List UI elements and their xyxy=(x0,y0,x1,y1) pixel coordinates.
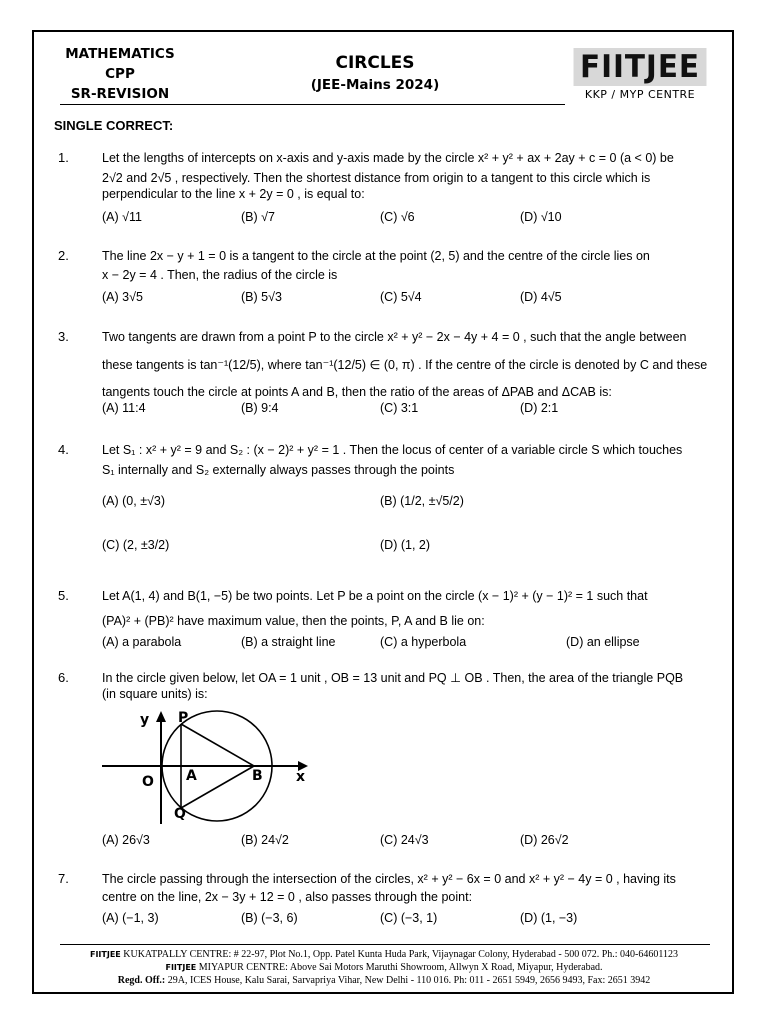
question-number: 2. xyxy=(58,248,69,263)
fiitjee-logo: FIITJEE xyxy=(574,48,707,86)
segment-pb xyxy=(181,724,254,766)
option-b[interactable]: (B) 9:4 xyxy=(241,401,279,415)
option-d[interactable]: (D) (1, −3) xyxy=(520,911,578,925)
option-a[interactable]: (A) (0, ±√3) xyxy=(102,494,166,508)
label-p: P xyxy=(178,710,189,726)
option-d[interactable]: (D) √10 xyxy=(520,210,562,224)
option-a[interactable]: (A) √11 xyxy=(102,210,142,224)
option-c[interactable]: (C) 5√4 xyxy=(380,290,422,304)
option-a[interactable]: (A) (−1, 3) xyxy=(102,911,159,925)
question-line: In the circle given below, let OA = 1 unit , OB = 13 unit and PQ ⊥ OB . Then, the area of the triangle PQB xyxy=(102,671,684,685)
label-y: y xyxy=(140,712,150,728)
question-text xyxy=(102,442,724,478)
question-number: 5. xyxy=(58,588,69,603)
footer-label: Regd. Off.: xyxy=(117,975,166,986)
question-text xyxy=(102,871,724,905)
option-b[interactable]: (B) (1/2, ±√5/2) xyxy=(380,494,464,508)
option-b[interactable]: (B) 24√2 xyxy=(241,833,289,847)
centre-label: KKP / MYP CENTRE xyxy=(584,88,696,101)
option-c[interactable]: (C) 24√3 xyxy=(380,833,429,847)
option-c[interactable]: (C) a hyperbola xyxy=(380,635,467,649)
header-left xyxy=(60,44,180,104)
option-a[interactable]: (A) 3√5 xyxy=(102,290,143,304)
footer-line-miyapur xyxy=(40,961,728,974)
question-text xyxy=(102,588,724,629)
question-line: (PA)² + (PB)² have maximum value, then the points, P, A and B lie on: xyxy=(102,614,485,628)
question-line: tangents touch the circle at points A and B, then the ratio of the areas of ΔPAB and ΔCAB is: xyxy=(102,385,612,399)
question-line: The line 2x − y + 1 = 0 is a tangent to the circle at the point (2, 5) and the centre of the circle lies on xyxy=(102,249,650,263)
option-b[interactable]: (B) (−3, 6) xyxy=(241,911,298,925)
section-heading: SINGLE CORRECT: xyxy=(54,118,174,133)
footer-logo: FIITJEE xyxy=(89,950,121,959)
question-line: Let A(1, 4) and B(1, −5) be two points. Let P be a point on the circle (x − 1)² + (y − 1)² = 1 such that xyxy=(102,589,648,603)
label-q: Q xyxy=(174,806,186,822)
subject-label: MATHEMATICS xyxy=(65,46,175,62)
footer-rule xyxy=(60,944,710,945)
option-d[interactable]: (D) an ellipse xyxy=(566,635,640,649)
label-o: O xyxy=(142,774,154,790)
page-subtitle: (JEE-Mains 2024) xyxy=(310,77,440,93)
question-line: 2√2 and 2√5 , respectively. Then the shortest distance from origin to a tangent to this circle which is xyxy=(102,171,651,185)
question-line: Let S₁ : x² + y² = 9 and S₂ : (x − 2)² + y² = 1 . Then the locus of center of a variable circle S which touches xyxy=(102,443,683,457)
question-number: 4. xyxy=(58,442,69,457)
question-text xyxy=(102,329,724,400)
footer-logo: FIITJEE xyxy=(165,963,197,972)
option-d[interactable]: (D) 26√2 xyxy=(520,833,569,847)
option-a[interactable]: (A) a parabola xyxy=(102,635,182,649)
footer-line-regd xyxy=(40,974,728,987)
question-line: The circle passing through the intersection of the circles, x² + y² − 6x = 0 and x² + y² − 4y = 0 , having its xyxy=(102,872,676,886)
question-text xyxy=(102,670,724,702)
question-line: these tangents is tan⁻¹(12/5), where tan⁻¹(12/5) ∈ (0, π) . If the centre of the circle is denoted by C and these xyxy=(102,358,708,372)
question-line: centre on the line, 2x − 3y + 12 = 0 , also passes through the point: xyxy=(102,890,473,904)
question-line: Two tangents are drawn from a point P to the circle x² + y² − 2x − 4y + 4 = 0 , such that the angle between xyxy=(102,330,687,344)
option-a[interactable]: (A) 26√3 xyxy=(102,833,150,847)
question-text xyxy=(102,150,724,202)
option-d[interactable]: (D) (1, 2) xyxy=(380,538,430,552)
question-line: perpendicular to the line x + 2y = 0 , is equal to: xyxy=(102,187,365,201)
y-axis-arrow xyxy=(156,711,166,722)
option-b[interactable]: (B) √7 xyxy=(241,210,275,224)
option-c[interactable]: (C) √6 xyxy=(380,210,415,224)
option-c[interactable]: (C) (−3, 1) xyxy=(380,911,438,925)
option-d[interactable]: (D) 2:1 xyxy=(520,401,559,415)
question-number: 1. xyxy=(58,150,69,165)
question-line: (in square units) is: xyxy=(102,687,208,701)
cpp-label: CPP xyxy=(105,66,135,82)
revision-label: SR-REVISION xyxy=(70,86,170,102)
footer-line-kukatpally xyxy=(40,948,728,961)
label-x: x xyxy=(296,769,306,785)
option-d[interactable]: (D) 4√5 xyxy=(520,290,562,304)
question-line: x − 2y = 4 . Then, the radius of the circle is xyxy=(102,268,338,282)
footer-text: MIYAPUR CENTRE: Above Sai Motors Maruthi Showroom, Allwyn X Road, Miyapur, Hyderabad. xyxy=(196,962,603,973)
footer-text: KUKATPALLY CENTRE: # 22-97, Plot No.1, Opp. Patel Kunta Huda Park, Vijaynagar Colony, Hyderabad - 500 072. Ph.: 040-64601123 xyxy=(120,949,679,960)
circle-diagram xyxy=(102,706,322,826)
question-line: Let the lengths of intercepts on x-axis and y-axis made by the circle x² + y² + ax + 2ay + c = 0 (a < 0) be xyxy=(102,151,674,165)
footer-text: 29A, ICES House, Kalu Sarai, Sarvapriya Vihar, New Delhi - 110 016. Ph: 011 - 2651 5949, 2656 9493, Fax: 2651 3942 xyxy=(165,975,651,986)
option-a[interactable]: (A) 11:4 xyxy=(102,401,146,415)
option-b[interactable]: (B) a straight line xyxy=(241,635,336,649)
option-c[interactable]: (C) (2, ±3/2) xyxy=(102,538,170,552)
option-c[interactable]: (C) 3:1 xyxy=(380,401,419,415)
label-a: A xyxy=(186,768,197,784)
question-number: 6. xyxy=(58,670,69,685)
question-text xyxy=(102,248,724,283)
question-number: 3. xyxy=(58,329,69,344)
question-line: S₁ internally and S₂ externally always passes through the points xyxy=(102,463,455,477)
header-center xyxy=(250,52,500,96)
header-rule xyxy=(60,104,565,105)
question-number: 7. xyxy=(58,871,69,886)
label-b: B xyxy=(252,768,263,784)
page-title: CIRCLES xyxy=(335,53,415,73)
option-b[interactable]: (B) 5√3 xyxy=(241,290,282,304)
